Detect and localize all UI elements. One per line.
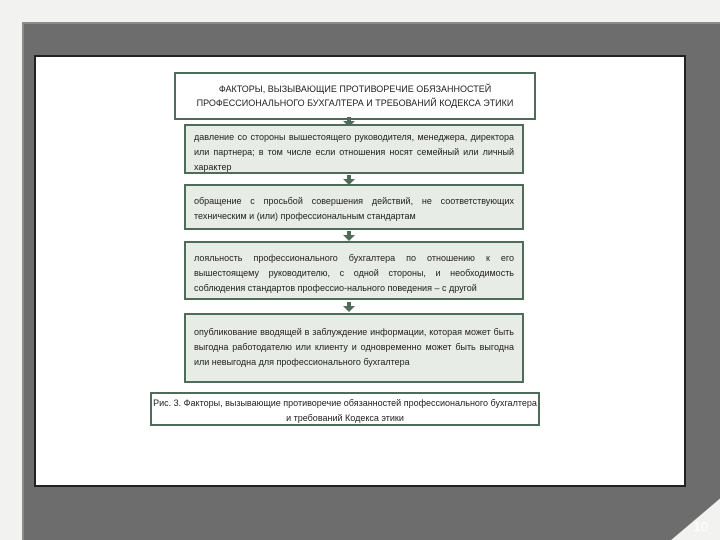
arrow-down-icon: [342, 231, 356, 241]
arrow-down-icon: [342, 302, 356, 312]
diagram-title-line-2: ПРОФЕССИОНАЛЬНОГО БУХГАЛТЕРА И ТРЕБОВАНИЙ КОДЕКСА ЭТИКИ: [196, 98, 514, 108]
diagram-title-line-1: ФАКТОРЫ, ВЫЗЫВАЮЩИЕ ПРОТИВОРЕЧИЕ ОБЯЗАННОСТЕЙ: [218, 84, 492, 94]
figure-caption: Рис. 3. Факторы, вызывающие противоречие обязанностей профессионального бухгалтера и требований Кодекса этики: [150, 392, 540, 426]
slide-number: 10: [693, 519, 708, 534]
factor-box-4: опубликование вводящей в заблуждение информации, которая может быть выгодна работодателю или клиенту и одновременно может быть выгодна или невыгодна для профессионального бухгалтера: [184, 313, 524, 383]
factor-box-1: давление со стороны вышестоящего руководителя, менеджера, директора или партнера; в том числе если отношения носят семейный или личный характер: [184, 124, 524, 174]
diagram-title: [174, 72, 536, 120]
factor-box-3: лояльность профессионального бухгалтера по отношению к его вышестоящему руководителю, с одной стороны, и необходимость соблюдения стандартов профессио-нального поведения – с другой: [184, 241, 524, 300]
factor-box-2: обращение с просьбой совершения действий, не соответствующих техническим и (или) профессиональным стандартам: [184, 184, 524, 230]
